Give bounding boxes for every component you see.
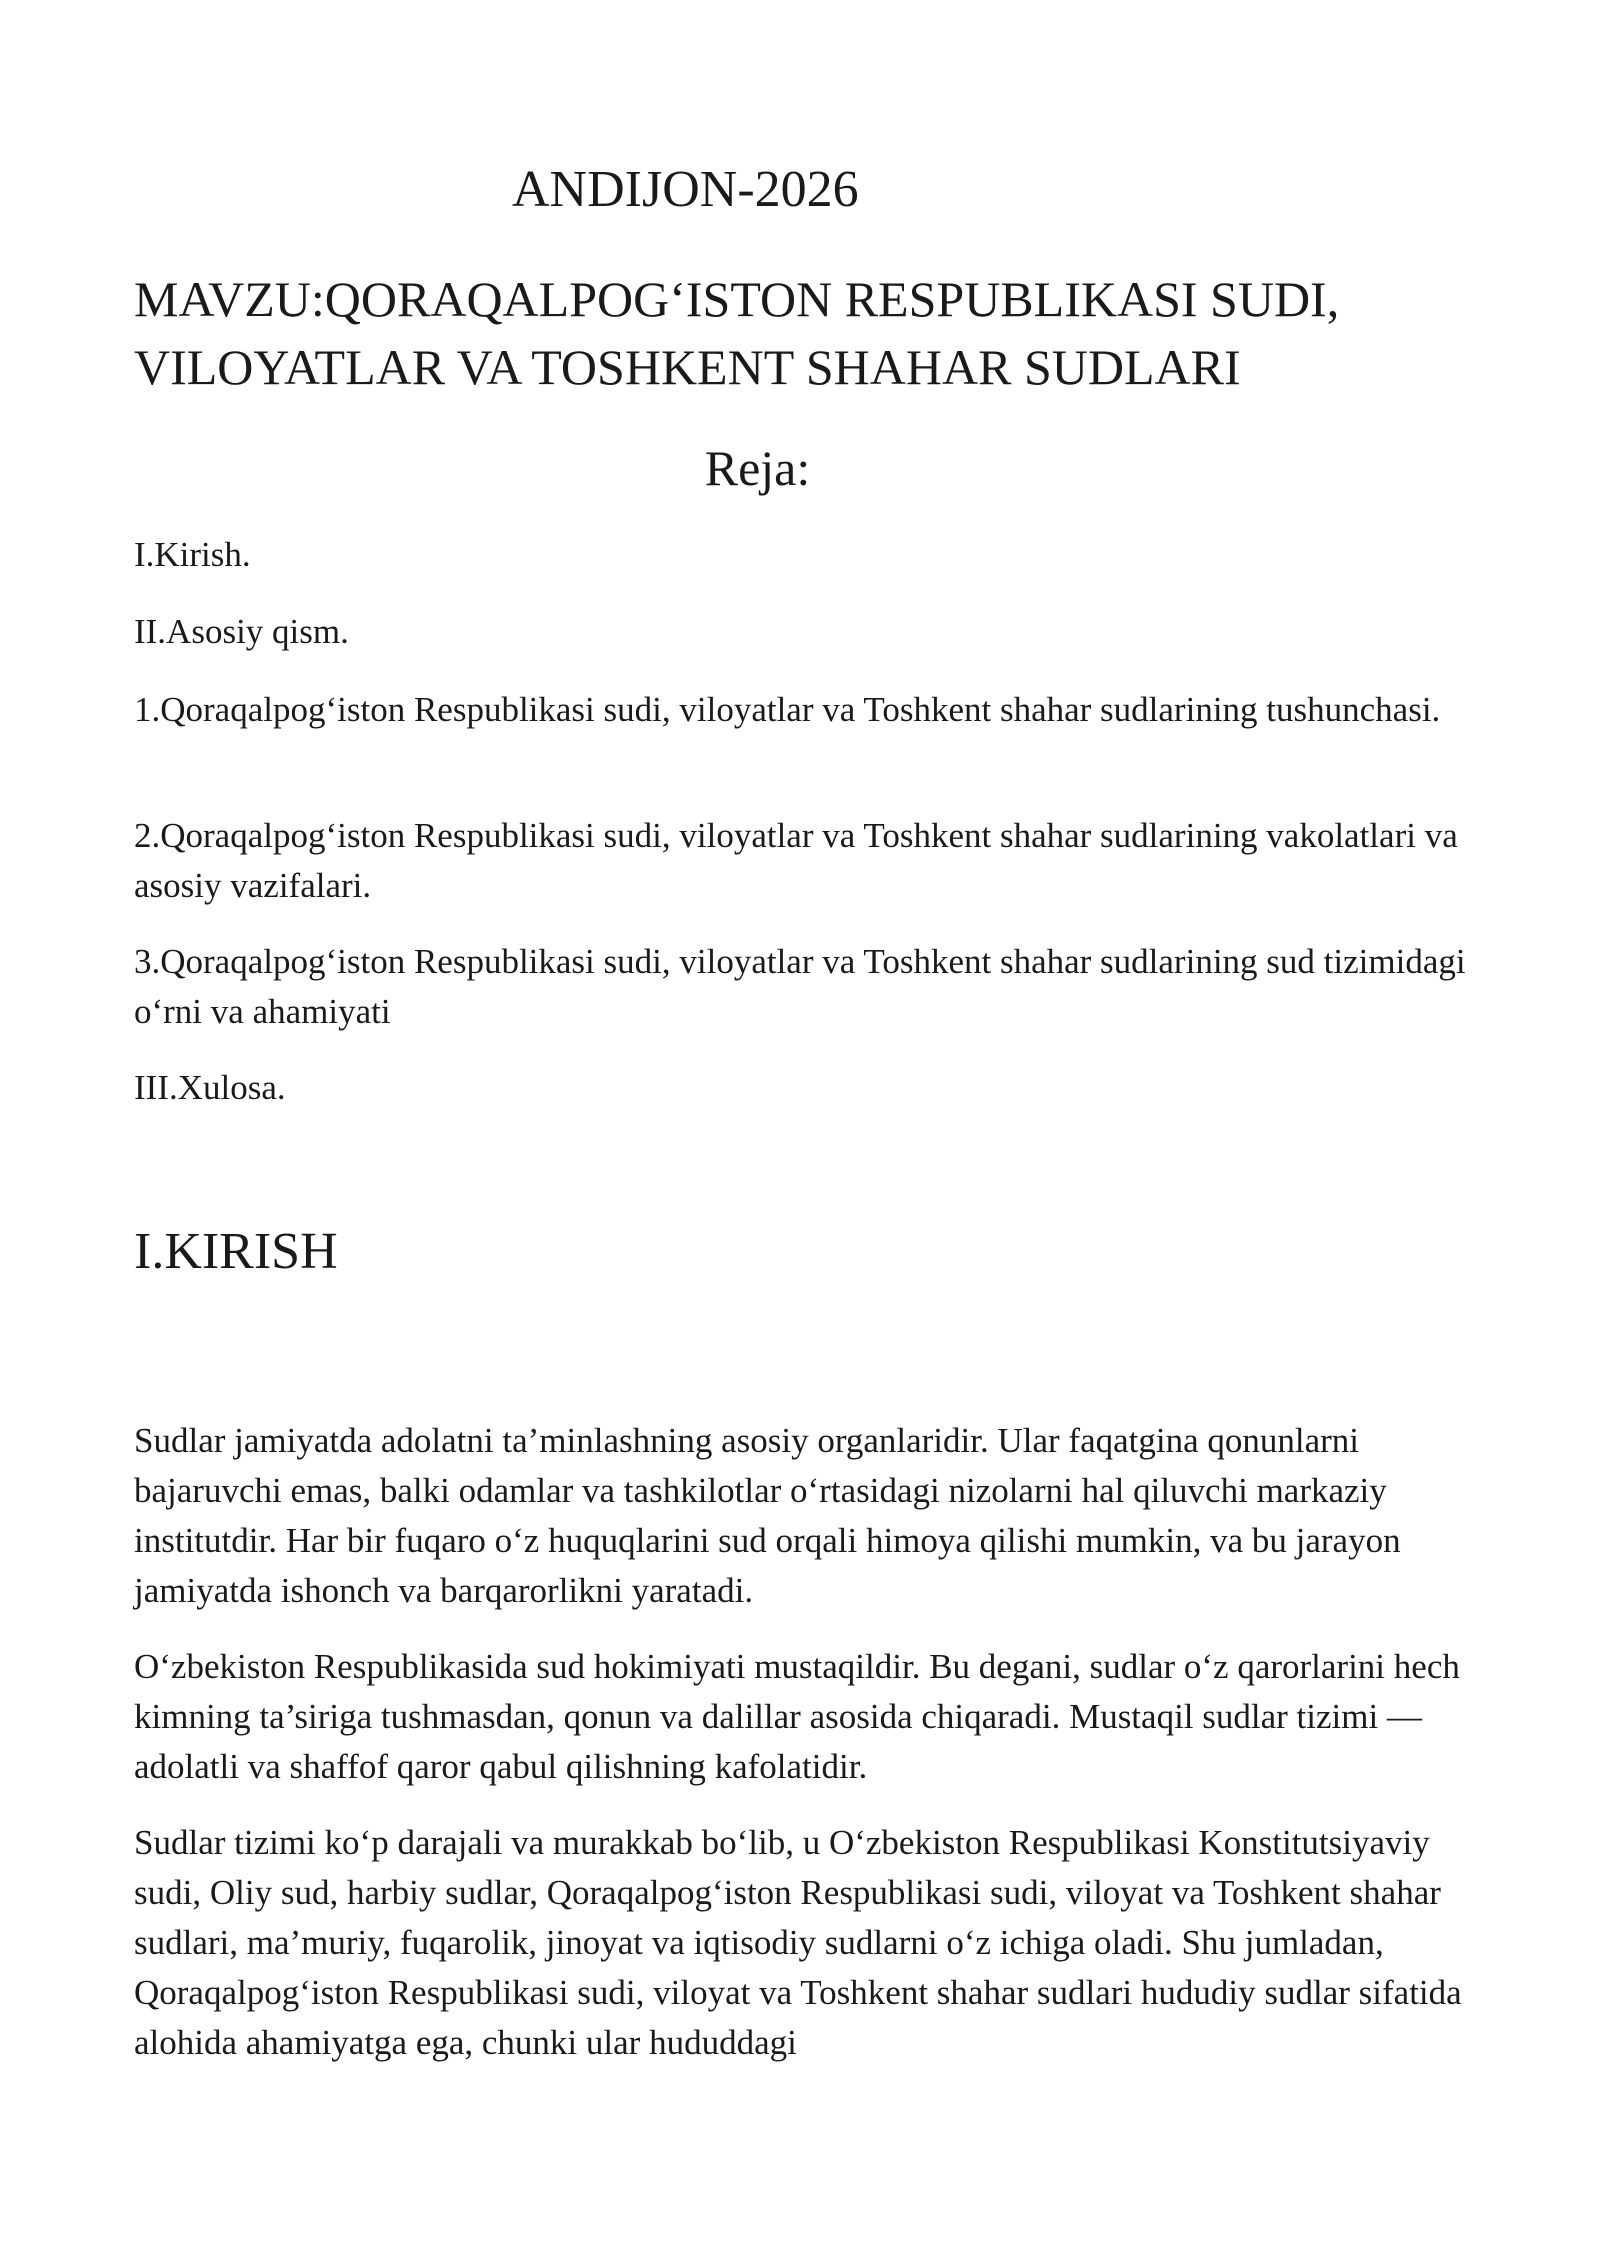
plan-heading: Reja: [704, 440, 811, 496]
topic-heading: MAVZU:QORAQALPOG‘ISTON RESPUBLIKASI SUDI, VILOYATLAR VA TOSHKENT SHAHAR SUDLARI [134, 271, 1340, 395]
outline-item-role: 3.Qoraqalpog‘iston Respublikasi sudi, viloyatlar va Toshkent shahar sudlarining sud tizimidagi o‘rni va ahamiyati [134, 942, 1466, 1031]
outline-item-concept: 1.Qoraqalpog‘iston Respublikasi sudi, viloyatlar va Toshkent shahar sudlarining tushunchasi. [134, 690, 1441, 729]
outline-item-conclusion: III.Xulosa. [134, 1068, 286, 1107]
section-heading-introduction: I.KIRISH [134, 1223, 338, 1280]
outline-item-powers: 2.Qoraqalpog‘iston Respublikasi sudi, viloyatlar va Toshkent shahar sudlarining vakolatlari va asosiy vazifalari. [134, 816, 1458, 905]
body-paragraph: O‘zbekiston Respublikasida sud hokimiyati mustaqildir. Bu degani, sudlar o‘z qarorlarini hech kimning ta’siriga tushmasdan, qonun va dalillar asosida chiqaradi. Mustaqil sudlar tizimi — adolatli va shaffof qaror qabul qilishning kafolatidir. [134, 1647, 1460, 1786]
outline-item-introduction: I.Kirish. [134, 535, 251, 574]
body-paragraph: Sudlar jamiyatda adolatni ta’minlashning asosiy organlaridir. Ular faqatgina qonunlarni bajaruvchi emas, balki odamlar va tashkilotlar o‘rtasidagi nizolarni hal qiluvchi markaziy institutdir. Har bir fuqaro o‘z huquqlarini sud orqali himoya qilishi mumkin, va bu jarayon jamiyatda ishonch va barqarorlikni yaratadi. [134, 1421, 1401, 1610]
body-paragraph: Sudlar tizimi ko‘p darajali va murakkab bo‘lib, u O‘zbekiston Respublikasi Konstitutsiyaviy sudi, Oliy sud, harbiy sudlar, Qoraqalpog‘iston Respublikasi sudi, viloyat va Toshkent shahar sudlari, ma’muriy, fuqarolik, jinoyat va iqtisodiy sudlarni o‘z ichiga oladi. Shu jumladan, Qoraqalpog‘iston Respublikasi sudi, viloyat va Toshkent shahar sudlari hududiy sudlar sifatida alohida ahamiyatga ega, chunki ular hududdagi [134, 1823, 1462, 2062]
outline-item-main-part: II.Asosiy qism. [134, 612, 349, 651]
city-year-heading: ANDIJON-2026 [512, 161, 859, 218]
